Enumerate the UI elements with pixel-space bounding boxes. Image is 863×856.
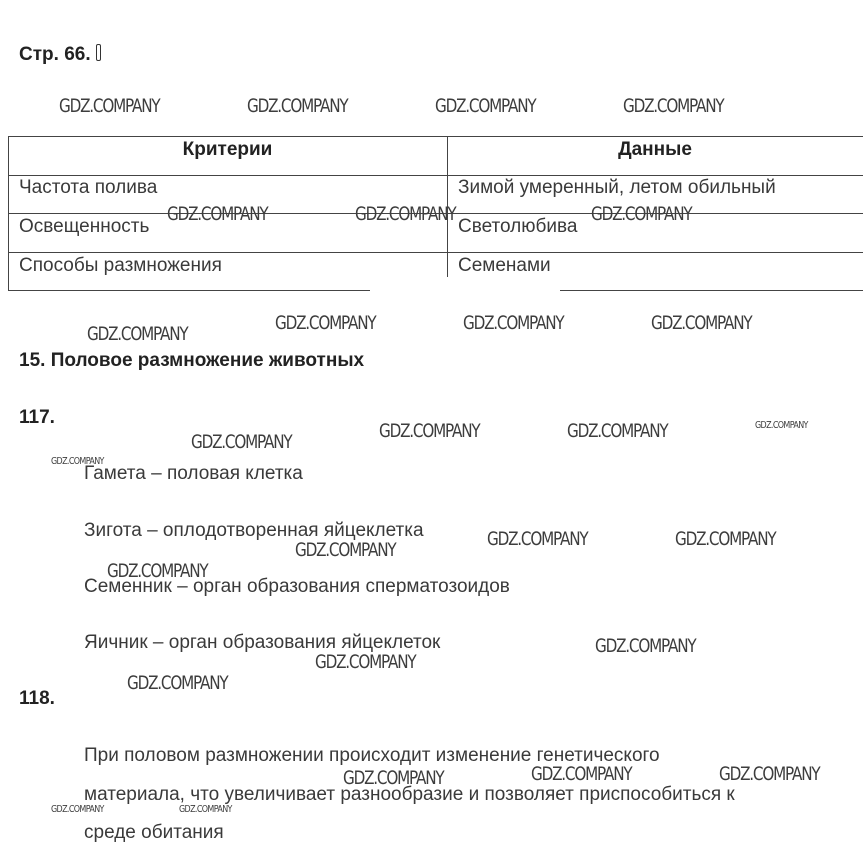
watermark: GDZ.COMPANY: [51, 456, 104, 467]
watermark: GDZ.COMPANY: [379, 420, 480, 442]
watermark: GDZ.COMPANY: [87, 323, 188, 345]
watermark: GDZ.COMPANY: [179, 804, 232, 815]
answer-line: Зигота – оплодотворенная яйцеклетка: [84, 520, 424, 541]
text-cursor-artifact: [96, 44, 101, 61]
watermark: GDZ.COMPANY: [595, 635, 696, 657]
answer-line: материала, что увеличивает разнообразие и позволяет приспособиться к: [84, 784, 735, 805]
answer-line: среде обитания: [84, 822, 224, 843]
answer-line: Семенник – орган образования сперматозоидов: [84, 576, 510, 597]
table-cell: Способы размножения: [19, 255, 222, 276]
page-heading: [19, 44, 101, 66]
watermark: GDZ.COMPANY: [315, 651, 416, 673]
watermark: GDZ.COMPANY: [719, 763, 820, 785]
watermark: GDZ.COMPANY: [247, 95, 348, 117]
watermark: GDZ.COMPANY: [275, 312, 376, 334]
table-cell: Светолюбива: [458, 216, 578, 237]
table-cell: Зимой умеренный, летом обильный: [458, 177, 776, 198]
watermark: GDZ.COMPANY: [191, 431, 292, 453]
watermark: GDZ.COMPANY: [487, 528, 588, 550]
table-cell: Освещенность: [19, 216, 150, 237]
task-number-117: 117.: [19, 407, 55, 428]
watermark: GDZ.COMPANY: [59, 95, 160, 117]
watermark: GDZ.COMPANY: [651, 312, 752, 334]
task-number-118: 118.: [19, 688, 55, 709]
watermark: GDZ.COMPANY: [127, 672, 228, 694]
table-cell: Частота полива: [19, 177, 158, 198]
table-header-criteria: Критерии: [182, 139, 273, 160]
table-border-bottom: [8, 290, 370, 291]
page-heading-text: Стр. 66.: [19, 44, 96, 65]
watermark: GDZ.COMPANY: [355, 203, 456, 225]
table-border-bottom: [560, 290, 863, 291]
watermark: GDZ.COMPANY: [295, 539, 396, 561]
watermark: GDZ.COMPANY: [675, 528, 776, 550]
watermark: GDZ.COMPANY: [51, 804, 104, 815]
table-border-top: [8, 136, 863, 137]
watermark: GDZ.COMPANY: [463, 312, 564, 334]
watermark: GDZ.COMPANY: [567, 420, 668, 442]
watermark: GDZ.COMPANY: [435, 95, 536, 117]
answer-line: Яичник – орган образования яйцеклеток: [84, 632, 441, 653]
answer-line: При половом размножении происходит изменение генетического: [84, 745, 660, 766]
table-header-divider: [8, 175, 863, 176]
watermark: GDZ.COMPANY: [107, 560, 208, 582]
answer-line: Гамета – половая клетка: [84, 463, 303, 484]
table-cell: Семенами: [458, 255, 551, 276]
watermark: GDZ.COMPANY: [167, 203, 268, 225]
watermark: GDZ.COMPANY: [623, 95, 724, 117]
table-row-divider: [8, 252, 863, 253]
watermark: GDZ.COMPANY: [531, 763, 632, 785]
watermark: GDZ.COMPANY: [343, 767, 444, 789]
watermark: GDZ.COMPANY: [755, 420, 808, 431]
section-title: 15. Половое размножение животных: [19, 350, 365, 371]
watermark: GDZ.COMPANY: [591, 203, 692, 225]
table-header-data: Данные: [618, 139, 692, 160]
